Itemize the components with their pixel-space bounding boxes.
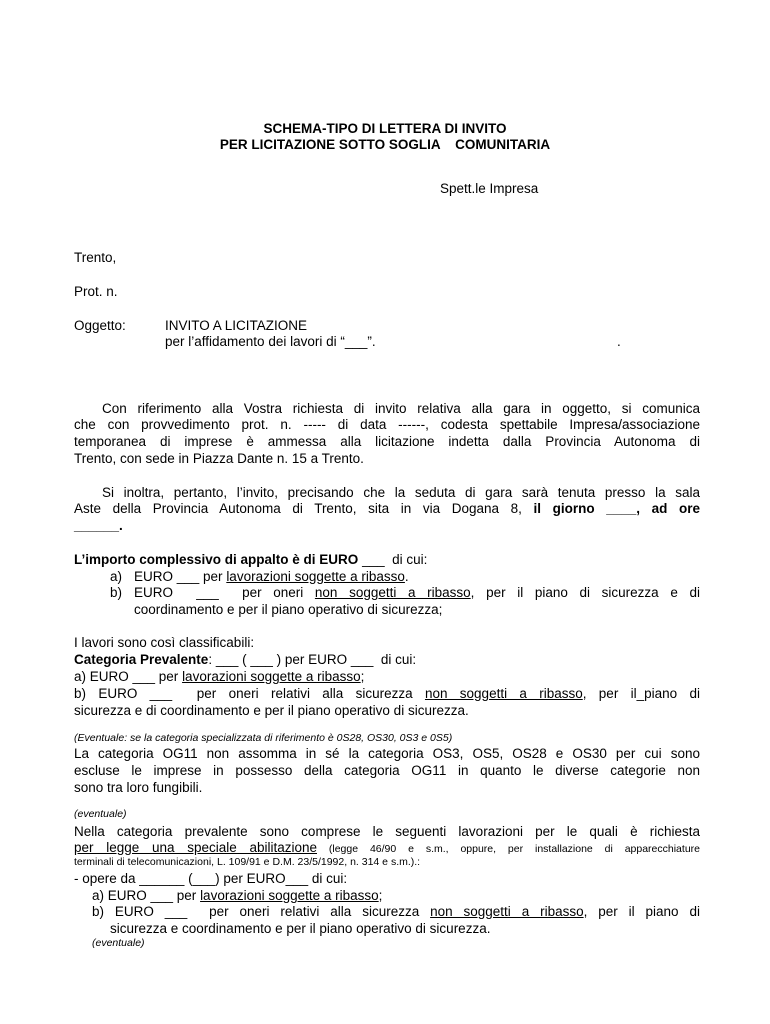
importo-a-pre: EURO ___ per: [134, 569, 223, 584]
class-a-underlined: lavorazioni soggette a ribasso: [182, 669, 361, 684]
subject-label: Oggetto:: [74, 318, 126, 333]
eventuale2-line2: [74, 840, 700, 858]
eventuale2-b-line2: sicurezza e coordinamento e per il piano operativo di sicurezza.: [110, 921, 491, 936]
eventuale2-b-post: , per il piano di: [583, 904, 700, 919]
importo-b: [134, 585, 700, 602]
eventuale2-note-end: (eventuale): [92, 937, 145, 949]
class-category: [74, 652, 416, 669]
importo-a: [134, 569, 409, 586]
para2-line3: ______.: [74, 518, 123, 533]
importo-b-pre: EURO ___ per oneri: [134, 585, 304, 600]
class-category-rest: : ___ ( ___ ) per EURO ___ di cui:: [208, 652, 417, 667]
eventuale2-a-pre: a) EURO ___ per: [92, 888, 197, 903]
eventuale2-a: [92, 888, 382, 905]
place-line: Trento,: [74, 250, 117, 265]
class-a-pre: a) EURO ___ per: [74, 669, 179, 684]
eventuale2-line2-underlined: per legge una speciale abilitazione: [74, 840, 317, 855]
class-category-label: Categoria Prevalente: [74, 652, 209, 667]
class-a: [74, 669, 364, 686]
class-b-line2: sicurezza e di coordinamento e per il piano operativo di sicurezza.: [74, 703, 469, 718]
para2-line2: [74, 501, 700, 518]
eventuale2-b-underlined: non soggetti a ribasso: [430, 904, 584, 919]
importo-a-num: a): [110, 569, 123, 584]
para2-line2-date: il giorno ____, ad ore: [533, 501, 700, 516]
class-intro: I lavori sono così classificabili:: [74, 635, 255, 650]
eventuale2-b-pre: b) EURO ___ per oneri relativi alla sicurezza: [92, 904, 420, 919]
importo-heading: [74, 552, 427, 569]
para2-line1: Si inoltra, pertanto, l’invito, precisando che la seduta di gara sarà tenuta presso la sala: [102, 485, 700, 500]
eventuale1-line1: La categoria OG11 non assomma in sé la categoria OS3, OS5, OS28 e OS30 per cui sono: [74, 746, 700, 761]
document-title-line1: SCHEMA-TIPO DI LETTERA DI INVITO: [263, 121, 507, 136]
subject-line2: per l’affidamento dei lavori di “___”.: [165, 334, 376, 349]
class-b-pre: b) EURO ___ per oneri relativi alla sicurezza: [74, 686, 413, 701]
eventuale2-a-underlined: lavorazioni soggette a ribasso: [200, 888, 379, 903]
class-b: [74, 686, 700, 703]
eventuale1-line3: sono tra loro fungibili.: [74, 780, 203, 795]
para1-line1: Con riferimento alla Vostra richiesta di invito relativa alla gara in oggetto, si comunica: [102, 401, 700, 416]
importo-b-post: , per il piano di sicurezza e di: [470, 585, 700, 600]
eventuale2-a-post: ;: [378, 888, 383, 903]
eventuale2-line4: - opere da ______ (___) per EURO___ di cui:: [74, 871, 348, 886]
para1-line3: temporanea di imprese è ammessa alla licitazione indetta dalla Provincia Autonoma di: [74, 434, 700, 449]
subject-dot: .: [617, 334, 621, 349]
eventuale2-note: (eventuale): [74, 808, 127, 820]
importo-b-underlined: non soggetti a ribasso: [314, 585, 471, 600]
document-title-line2: PER LICITAZIONE SOTTO SOGLIA COMUNITARIA: [219, 137, 551, 152]
class-a-post: ;: [360, 669, 365, 684]
importo-heading-bold: L’importo complessivo di appalto è di EURO: [74, 552, 359, 567]
eventuale1-note: (Eventuale: se la categoria specializzata di riferimento è 0S28, OS30, 0S3 e 0S5): [74, 732, 453, 744]
recipient: Spett.le Impresa: [440, 181, 539, 196]
eventuale2-b: [92, 904, 700, 921]
importo-b-num: b): [110, 585, 123, 600]
protocol-line: Prot. n.: [74, 284, 118, 299]
eventuale2-line2-small: (legge 46/90 e s.m., oppure, per installazione di apparecchiature: [317, 843, 700, 855]
eventuale2-line3: terminali di telecomunicazioni, L. 109/91 e D.M. 23/5/1992, n. 314 e s.m.).:: [74, 856, 421, 868]
subject-line1: INVITO A LICITAZIONE: [165, 318, 308, 333]
importo-a-underlined: lavorazioni soggette a ribasso: [226, 569, 405, 584]
para2-line2-text: Aste della Provincia Autonoma di Trento, sita in via Dogana 8,: [74, 501, 522, 516]
importo-a-post: .: [404, 569, 409, 584]
class-b-post: , per il_piano di: [582, 686, 700, 701]
class-b-underlined: non soggetti a ribasso: [424, 686, 583, 701]
para1-line2: che con provvedimento prot. n. ----- di data ------, codesta spettabile Impresa/associazione: [74, 417, 700, 432]
eventuale2-line1: Nella categoria prevalente sono comprese le seguenti lavorazioni per le quali è richiesta: [74, 824, 700, 839]
importo-b-line2: coordinamento e per il piano operativo di sicurezza;: [134, 602, 443, 617]
importo-heading-rest: ___ di cui:: [362, 552, 428, 567]
eventuale1-line2: escluse le imprese in possesso della categoria OG11 in quanto le diverse categorie non: [74, 763, 700, 778]
para1-line4: Trento, con sede in Piazza Dante n. 15 a Trento.: [74, 451, 364, 466]
